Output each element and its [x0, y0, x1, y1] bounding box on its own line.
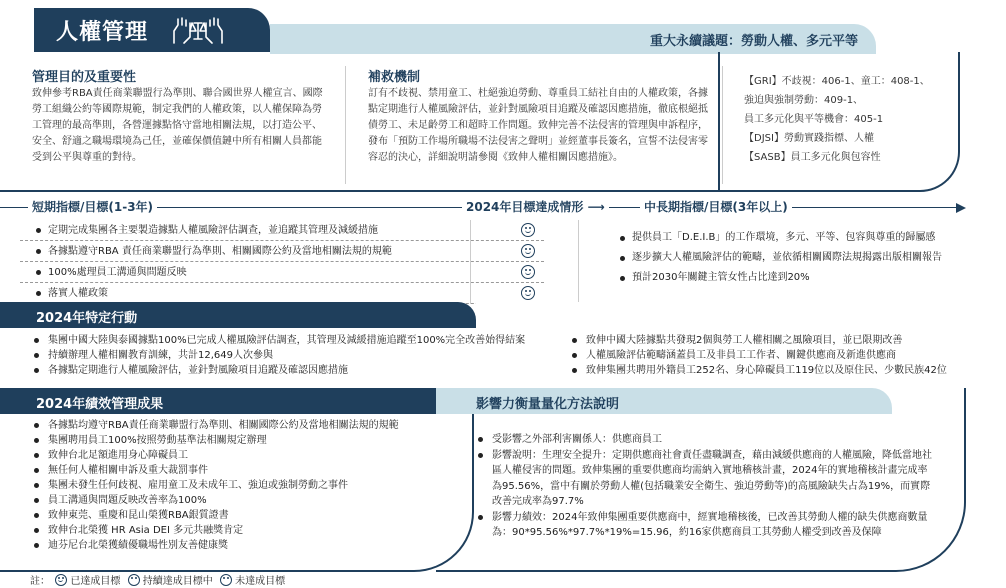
- smiley-achieved-icon: [521, 286, 535, 300]
- short-goals-list: [20, 220, 544, 304]
- list-item: 各據點均遵守RBA責任商業聯盟行為準則、相關國際公約及當地相關法規的規範: [32, 418, 462, 433]
- page-title: 人權管理: [56, 20, 149, 45]
- list-item: 逐步擴大人權風險評估的範疇，並依循相關國際法規揭露出版相關報告: [600, 248, 980, 268]
- list-item: 員工溝通與問題反映改善率為100%: [32, 493, 462, 508]
- legend-in-progress: 持續達成目標中: [142, 576, 213, 587]
- list-item: 無任何人權相關申訴及重大裁罰事件: [32, 463, 462, 478]
- list-item: 受影響之外部利害關係人：供應商員工: [476, 432, 934, 448]
- list-item: 集團聘用員工100%按照勞動基準法相關規定辦理: [32, 433, 462, 448]
- list-item: 人權風險評估範疇涵蓋員工及非員工工作者、關鍵供應商及新進供應商: [570, 348, 990, 363]
- short-term-label: 短期指標/目標(1-3年): [28, 198, 157, 215]
- standards-line: 強迫與強制勞動：409-1、: [744, 95, 864, 106]
- list-item: 預計2030年關鍵主管女性占比達到20%: [600, 268, 980, 288]
- remedy-heading: 補救機制: [368, 70, 421, 85]
- arrow-right-icon: [956, 203, 966, 213]
- mid-term-label: 中長期指標/目標(3年以上): [640, 198, 792, 215]
- human-rights-hands-icon: [170, 15, 226, 45]
- purpose-heading: 管理目的及重要性: [32, 70, 137, 85]
- divider: [470, 220, 471, 304]
- list-item: 各據點遵守RBA 責任商業聯盟行為準則、相關國際公約及當地相關法規的規範: [20, 241, 544, 262]
- list-item: 持續辦理人權相關教育訓練，共計12,649人次參與: [32, 348, 572, 363]
- remedy-text: 訂有不歧視、禁用童工、杜絕強迫勞動、尊重員工結社自由的人權政策，各據點定期進行人權風險評估，並針對風險項目追蹤及確認因應措施，徹底根絕抵債勞工、未足齡勞工和超時工作問題。致伸完善不法侵害的管理與申訴程序，發布「預防工作場所職場不法侵害之聲明」並經董事長簽名，宣誓不法侵害零容忍的決心，詳細說明請參閱《致伸人權相關因應措施》。: [368, 88, 708, 163]
- smiley-achieved-icon: [521, 244, 535, 258]
- list-item: 影響說明：生理安全提升：定期供應商社會責任盡職調查，藉由減緩供應商的人權風險，降低當地社區人權侵害的問題。致伸集團的重要供應商均需納入實地稽核計畫，2024年的實地稽核計畫完成率為95.56%，當中有關於勞動人權(包括職業安全衛生、強迫勞動等)的高風險缺失占為19%，而實際改善完成率為97.7%: [476, 448, 934, 510]
- impact-heading: 影響力衡量量化方法說明: [476, 397, 620, 412]
- list-item: 100%處理員工溝通與問題反映: [20, 262, 544, 283]
- performance-heading: 2024年績效管理成果: [36, 397, 164, 412]
- standards-line: 【DJSI】勞動實踐指標、人權: [744, 133, 874, 144]
- legend: [30, 572, 285, 587]
- impact-list: [476, 432, 934, 541]
- smiley-sad-icon: [220, 574, 232, 586]
- divider: [345, 66, 346, 184]
- actions-left-list: [32, 333, 572, 378]
- material-topic-text: 重大永續議題：勞動人權、多元平等: [649, 34, 858, 49]
- list-item: 影響力績效：2024年致伸集團重要供應商中，經實地稽核後，已改善其勞動人權的缺失供應商數量為：90*95.56%*97.7%*19%=15.96，約16家供應商員工其勞動人權受到改善及保障: [476, 510, 934, 541]
- status-label: 2024年目標達成情形 ⟶: [462, 198, 609, 215]
- performance-section-bar: [0, 388, 476, 414]
- smiley-achieved-icon: [55, 574, 67, 586]
- material-topic-bar: [270, 24, 876, 54]
- actions-right-list: [570, 333, 990, 378]
- list-item: 定期完成集團各主要製造據點人權風險評估調查，並追蹤其管理及減緩措施: [20, 220, 544, 241]
- standards-list: [744, 72, 954, 167]
- actions-heading: 2024年特定行動: [36, 311, 138, 326]
- actions-section-bar: [0, 302, 476, 328]
- list-item: 致伸東莞、重慶和昆山榮獲RBA銀質證書: [32, 508, 462, 523]
- list-item: 致伸台北足額進用身心障礙員工: [32, 448, 462, 463]
- list-item: 集團中國大陸與泰國據點100%已完成人權風險評估調查，其管理及減緩措施追蹤至100%完全改善始得結案: [32, 333, 572, 348]
- list-item: 集團未發生任何歧視、雇用童工及未成年工、強迫或強制勞動之事件: [32, 478, 462, 493]
- list-item: 提供員工「D.E.I.B」的工作環境，多元、平等、包容與尊重的歸屬感: [600, 228, 980, 248]
- list-item: 致伸集團共聘用外籍員工252名、身心障礙員工119位以及原住民、少數民族42位: [570, 363, 990, 378]
- title-tab: [34, 8, 270, 52]
- standards-line: 【GRI】不歧視：406-1、童工：408-1、: [744, 76, 930, 87]
- legend-not-achieved: 未達成目標: [235, 576, 286, 587]
- legend-prefix: 註：: [30, 576, 50, 587]
- divider: [578, 220, 579, 304]
- mid-goals-list: [600, 228, 980, 288]
- list-item: 落實人權政策: [20, 283, 544, 304]
- list-item: 致伸中國大陸據點共發現2個與勞工人權相關之風險項目，並已限期改善: [570, 333, 990, 348]
- smiley-achieved-icon: [521, 223, 535, 237]
- smiley-achieved-icon: [521, 265, 535, 279]
- list-item: 各據點定期進行人權風險評估，並針對風險項目追蹤及確認因應措施: [32, 363, 572, 378]
- list-item: 致伸台北榮獲 HR Asia DEI 多元共融獎肯定: [32, 523, 462, 538]
- performance-list: [32, 418, 462, 553]
- smiley-neutral-icon: [128, 574, 140, 586]
- standards-line: 員工多元化與平等機會：405-1: [744, 114, 884, 125]
- purpose-text: 致伸參考RBA責任商業聯盟行為準則、聯合國世界人權宣言、國際勞工組織公約等國際規範，制定我們的人權政策，以人權保障為勞工管理的最高準則，各營運據點恪守當地相關法規，以打造公平、安全、舒適之職場環境為己任，並確保價值鏈中所有相關人員都能受到公平與尊重的對待。: [32, 88, 323, 163]
- list-item: 迪芬尼台北榮獲績優職場性別友善健康獎: [32, 538, 462, 553]
- legend-achieved: 已達成目標: [70, 576, 121, 587]
- impact-section-bar: [436, 388, 892, 414]
- standards-line: 【SASB】員工多元化與包容性: [744, 152, 881, 163]
- spacer: [476, 302, 976, 328]
- goals-header: [0, 197, 968, 217]
